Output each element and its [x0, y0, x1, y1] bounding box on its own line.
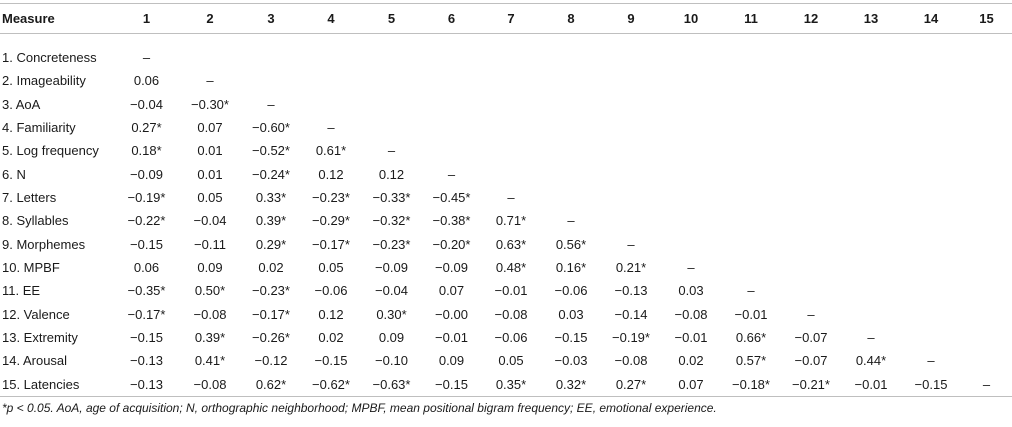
table-cell: −0.09	[130, 166, 163, 182]
table-cell: –	[387, 143, 396, 159]
table-cell: 0.01	[197, 143, 223, 159]
table-footnote: *p < 0.05. AoA, age of acquisition; N, orthographic neighborhood; MPBF, mean positional bigram frequency; EE, emotional experience.	[2, 401, 717, 415]
table-cell	[781, 209, 841, 232]
row-label: 1. Concreteness	[2, 50, 97, 65]
table-cell	[422, 139, 481, 162]
table-cell	[661, 34, 721, 70]
table-cell	[901, 256, 961, 279]
table-cell	[601, 162, 661, 185]
table-cell	[961, 302, 1012, 325]
table-cell: −0.01	[734, 306, 768, 322]
table-cell	[841, 34, 901, 70]
table-cell	[781, 139, 841, 162]
table-cell: −0.17*	[312, 236, 350, 252]
table-cell: −0.01	[494, 283, 528, 299]
table-cell: 0.71*	[495, 213, 527, 229]
table-cell	[781, 69, 841, 92]
table-cell: 0.06	[133, 73, 160, 89]
column-header-10: 10	[661, 4, 721, 34]
table-cell	[541, 139, 601, 162]
table-cell	[841, 209, 901, 232]
table-cell: 0.62*	[241, 372, 301, 396]
table-cell: 0.18*	[131, 143, 162, 159]
table-cell	[721, 186, 781, 209]
table-cell	[241, 69, 301, 92]
table-cell	[661, 116, 721, 139]
table-cell: −0.60*	[252, 119, 290, 135]
table-cell: −0.13	[130, 353, 163, 369]
table-cell: –	[747, 283, 755, 299]
table-cell: 0.02	[258, 259, 284, 275]
table-cell: –	[807, 306, 815, 322]
table-row	[0, 186, 1012, 209]
table-cell	[301, 92, 361, 115]
table-cell	[661, 186, 721, 209]
table-body	[0, 34, 1012, 397]
table-cell: 0.16*	[555, 259, 587, 275]
table-cell	[781, 232, 841, 255]
table-cell: −0.63*	[361, 372, 422, 396]
table-cell	[481, 139, 541, 162]
table-row	[0, 256, 1012, 279]
table-cell: 0.27*	[131, 119, 162, 135]
table-cell	[901, 209, 961, 232]
table-cell: −0.09	[435, 259, 468, 275]
table-cell	[961, 92, 1012, 115]
table-cell: −0.23*	[312, 189, 350, 205]
row-label: 10. MPBF	[2, 259, 60, 275]
table-cell	[901, 302, 961, 325]
table-cell	[661, 92, 721, 115]
table-cell	[841, 116, 901, 139]
table-cell	[841, 302, 901, 325]
table-cell: −0.20*	[432, 236, 471, 252]
table-cell: –	[961, 372, 1012, 396]
row-label: 15. Latencies	[0, 372, 114, 396]
table-cell: −0.09	[375, 259, 408, 275]
table-cell: −0.10	[375, 353, 408, 369]
table-row	[0, 349, 1012, 372]
table-cell: −0.15	[130, 236, 163, 252]
table-cell	[901, 162, 961, 185]
table-cell	[901, 186, 961, 209]
column-header-4: 4	[301, 4, 361, 34]
table-cell: 0.02	[678, 353, 704, 369]
table-cell: −0.21*	[781, 372, 841, 396]
table-cell	[541, 116, 601, 139]
table-cell: –	[507, 189, 515, 205]
table-cell: 0.05	[197, 189, 223, 205]
table-cell	[781, 256, 841, 279]
table-row	[0, 209, 1012, 232]
table-cell	[601, 186, 661, 209]
column-header-13: 13	[841, 4, 901, 34]
table-cell: –	[687, 259, 695, 275]
column-header-2: 2	[179, 4, 241, 34]
table-cell	[721, 209, 781, 232]
table-cell: 0.07	[197, 119, 223, 135]
table-cell: –	[627, 236, 635, 252]
table-cell	[541, 92, 601, 115]
table-cell	[841, 232, 901, 255]
table-cell	[961, 209, 1012, 232]
column-header-11: 11	[721, 4, 781, 34]
table-cell: –	[867, 329, 875, 345]
table-row	[0, 232, 1012, 255]
table-cell: 0.41*	[194, 353, 226, 369]
table-cell: –	[447, 166, 456, 182]
table-cell	[961, 162, 1012, 185]
table-cell: 0.09	[197, 259, 223, 275]
table-cell	[961, 349, 1012, 372]
table-cell: −0.04	[375, 283, 408, 299]
table-cell: 0.63*	[495, 236, 527, 252]
column-header-14: 14	[901, 4, 961, 34]
table-cell: −0.01	[435, 329, 468, 345]
table-cell	[422, 69, 481, 92]
table-cell: 0.35*	[481, 372, 541, 396]
table-header-row	[0, 4, 1012, 34]
table-cell: −0.18*	[721, 372, 781, 396]
table-cell: −0.17*	[252, 306, 290, 322]
table-cell: −0.06	[494, 329, 528, 345]
table-cell	[961, 34, 1012, 70]
row-label: 14. Arousal	[2, 353, 68, 369]
table-cell: −0.06	[314, 283, 348, 299]
table-cell: −0.13	[114, 372, 179, 396]
table-cell: 0.09	[438, 353, 465, 369]
table-cell	[541, 186, 601, 209]
table-row	[0, 34, 1012, 70]
table-cell: −0.32*	[372, 213, 411, 229]
column-header-7: 7	[481, 4, 541, 34]
table-cell: 0.03	[558, 306, 584, 322]
table-cell	[361, 92, 422, 115]
table-cell: 0.56*	[555, 236, 587, 252]
row-label: 9. Morphemes	[2, 236, 86, 252]
table-cell: −0.06	[554, 283, 588, 299]
table-cell	[961, 116, 1012, 139]
table-cell	[241, 34, 301, 70]
table-cell: 0.03	[678, 283, 704, 299]
table-cell: –	[142, 50, 151, 65]
table-cell	[781, 279, 841, 302]
table-cell	[961, 69, 1012, 92]
table-cell	[901, 34, 961, 70]
table-cell	[901, 116, 961, 139]
table-row	[0, 69, 1012, 92]
column-header-15: 15	[961, 4, 1012, 34]
row-label: 12. Valence	[2, 306, 70, 322]
table-cell	[841, 279, 901, 302]
table-cell	[481, 34, 541, 70]
column-header-6: 6	[422, 4, 481, 34]
table-cell	[721, 232, 781, 255]
table-cell: −0.23*	[372, 236, 411, 252]
table-cell: −0.15	[554, 329, 588, 345]
table-cell	[841, 139, 901, 162]
row-label: 6. N	[2, 166, 26, 182]
table-cell: 0.32*	[541, 372, 601, 396]
table-cell: −0.19*	[127, 189, 166, 205]
table-cell	[781, 186, 841, 209]
table-cell: −0.62*	[301, 372, 361, 396]
table-cell: 0.01	[197, 166, 223, 182]
table-cell: −0.15	[901, 372, 961, 396]
table-cell: −0.07	[794, 353, 828, 369]
table-cell	[481, 92, 541, 115]
table-cell: −0.08	[494, 306, 528, 322]
table-cell	[781, 92, 841, 115]
table-cell	[481, 69, 541, 92]
table-cell: −0.07	[794, 329, 828, 345]
table-cell: −0.08	[193, 306, 227, 322]
table-cell: −0.13	[614, 283, 648, 299]
column-header-9: 9	[601, 4, 661, 34]
table-cell	[721, 116, 781, 139]
table-row	[0, 372, 1012, 396]
table-row	[0, 92, 1012, 115]
table-cell	[422, 34, 481, 70]
table-cell: −0.12	[254, 353, 288, 369]
table-cell	[601, 139, 661, 162]
row-label: 5. Log frequency	[2, 143, 99, 159]
table-cell	[601, 34, 661, 70]
table-cell: −0.19*	[612, 329, 650, 345]
table-cell	[901, 69, 961, 92]
table-cell: 0.57*	[735, 353, 767, 369]
table-cell: −0.38*	[432, 213, 471, 229]
table-cell: −0.00	[435, 306, 468, 322]
table-cell: −0.11	[194, 236, 226, 252]
table-cell	[901, 92, 961, 115]
column-header-3: 3	[241, 4, 301, 34]
table-cell: 0.12	[318, 166, 344, 182]
table-cell	[841, 69, 901, 92]
table-cell	[301, 69, 361, 92]
table-cell: 0.39*	[194, 329, 226, 345]
row-label: 2. Imageability	[2, 73, 86, 89]
row-label: 11. EE	[2, 283, 41, 299]
row-label: 13. Extremity	[2, 329, 78, 345]
table-cell: –	[327, 119, 335, 135]
table-row	[0, 116, 1012, 139]
table-cell: −0.15	[314, 353, 348, 369]
table-cell	[961, 186, 1012, 209]
table-cell: 0.29*	[255, 236, 287, 252]
table-cell	[361, 116, 422, 139]
table-cell: 0.12	[318, 306, 344, 322]
table-cell: –	[567, 213, 575, 229]
table-cell: −0.17*	[127, 306, 166, 322]
table-cell	[841, 162, 901, 185]
column-header-12: 12	[781, 4, 841, 34]
table-cell	[841, 92, 901, 115]
table-cell: −0.24*	[252, 166, 290, 182]
table-cell: −0.26*	[252, 329, 290, 345]
table-cell: –	[267, 96, 275, 112]
table-row	[0, 139, 1012, 162]
table-cell: −0.01	[674, 329, 708, 345]
table-cell: −0.04	[193, 213, 227, 229]
table-cell	[361, 34, 422, 70]
table-cell	[961, 232, 1012, 255]
table-cell: −0.14	[614, 306, 648, 322]
row-label: 8. Syllables	[2, 213, 69, 229]
table-cell: −0.15	[422, 372, 481, 396]
table-row	[0, 302, 1012, 325]
row-label: 4. Familiarity	[2, 119, 76, 135]
table-cell: 0.30*	[376, 306, 407, 322]
column-header-8: 8	[541, 4, 601, 34]
table-cell: −0.35*	[127, 283, 166, 299]
table-cell: −0.04	[130, 96, 163, 112]
table-cell: 0.02	[318, 329, 344, 345]
table-cell	[721, 34, 781, 70]
table-cell	[661, 139, 721, 162]
table-row	[0, 326, 1012, 349]
correlation-table	[0, 3, 1012, 397]
table-cell	[781, 162, 841, 185]
table-cell	[721, 69, 781, 92]
table-cell	[901, 326, 961, 349]
table-cell	[961, 279, 1012, 302]
table-cell	[361, 69, 422, 92]
table-cell: –	[206, 73, 214, 89]
table-cell	[721, 139, 781, 162]
table-cell: 0.12	[378, 166, 405, 182]
table-row	[0, 162, 1012, 185]
table-cell	[601, 92, 661, 115]
table-cell	[661, 232, 721, 255]
table-cell: −0.08	[674, 306, 708, 322]
table-cell	[781, 116, 841, 139]
table-cell: 0.50*	[194, 283, 226, 299]
table-cell	[481, 162, 541, 185]
table-cell	[901, 139, 961, 162]
table-cell	[422, 116, 481, 139]
table-cell	[541, 162, 601, 185]
table-cell	[961, 256, 1012, 279]
table-cell	[661, 209, 721, 232]
table-cell	[481, 116, 541, 139]
table-cell	[541, 34, 601, 70]
table-cell: 0.39*	[255, 213, 287, 229]
table-cell	[422, 92, 481, 115]
table-cell: −0.22*	[127, 213, 166, 229]
column-header-measure: Measure	[0, 4, 114, 34]
table-cell: −0.08	[179, 372, 241, 396]
table-cell: −0.03	[554, 353, 588, 369]
table-cell: –	[927, 353, 935, 369]
table-cell	[781, 34, 841, 70]
table-cell: 0.33*	[255, 189, 287, 205]
column-header-5: 5	[361, 4, 422, 34]
table-cell: −0.45*	[432, 189, 471, 205]
table-cell	[601, 116, 661, 139]
table-cell: −0.30*	[191, 96, 229, 112]
table-cell: −0.15	[130, 329, 163, 345]
table-cell	[721, 92, 781, 115]
table-cell: −0.08	[614, 353, 648, 369]
row-label: 7. Letters	[2, 189, 57, 205]
table-cell: 0.05	[318, 259, 344, 275]
table-cell: 0.06	[133, 259, 160, 275]
table-cell: −0.23*	[252, 283, 290, 299]
table-cell: −0.29*	[312, 213, 350, 229]
table-cell	[721, 256, 781, 279]
table-cell: −0.52*	[252, 143, 290, 159]
table-cell	[841, 256, 901, 279]
table-cell: 0.61*	[315, 143, 347, 159]
table-cell: −0.01	[841, 372, 901, 396]
table-cell	[661, 69, 721, 92]
table-cell	[601, 69, 661, 92]
table-cell	[961, 326, 1012, 349]
table-cell	[901, 279, 961, 302]
table-cell	[901, 232, 961, 255]
column-header-1: 1	[114, 4, 179, 34]
table-cell	[179, 34, 241, 70]
table-cell	[721, 162, 781, 185]
table-cell	[661, 162, 721, 185]
table-cell: 0.48*	[495, 259, 527, 275]
table-cell	[601, 209, 661, 232]
table-row	[0, 279, 1012, 302]
table-cell: 0.27*	[601, 372, 661, 396]
table-cell: 0.44*	[855, 353, 887, 369]
table-cell: 0.21*	[615, 259, 647, 275]
table-cell: 0.07	[661, 372, 721, 396]
table-cell	[841, 186, 901, 209]
table-cell: 0.66*	[735, 329, 767, 345]
table-cell: 0.07	[438, 283, 465, 299]
row-label: 3. AoA	[2, 96, 41, 112]
table-cell: 0.05	[498, 353, 524, 369]
table-cell: −0.33*	[372, 189, 411, 205]
table-cell	[301, 34, 361, 70]
table-cell	[541, 69, 601, 92]
table-cell	[961, 139, 1012, 162]
table-cell: 0.09	[378, 329, 405, 345]
